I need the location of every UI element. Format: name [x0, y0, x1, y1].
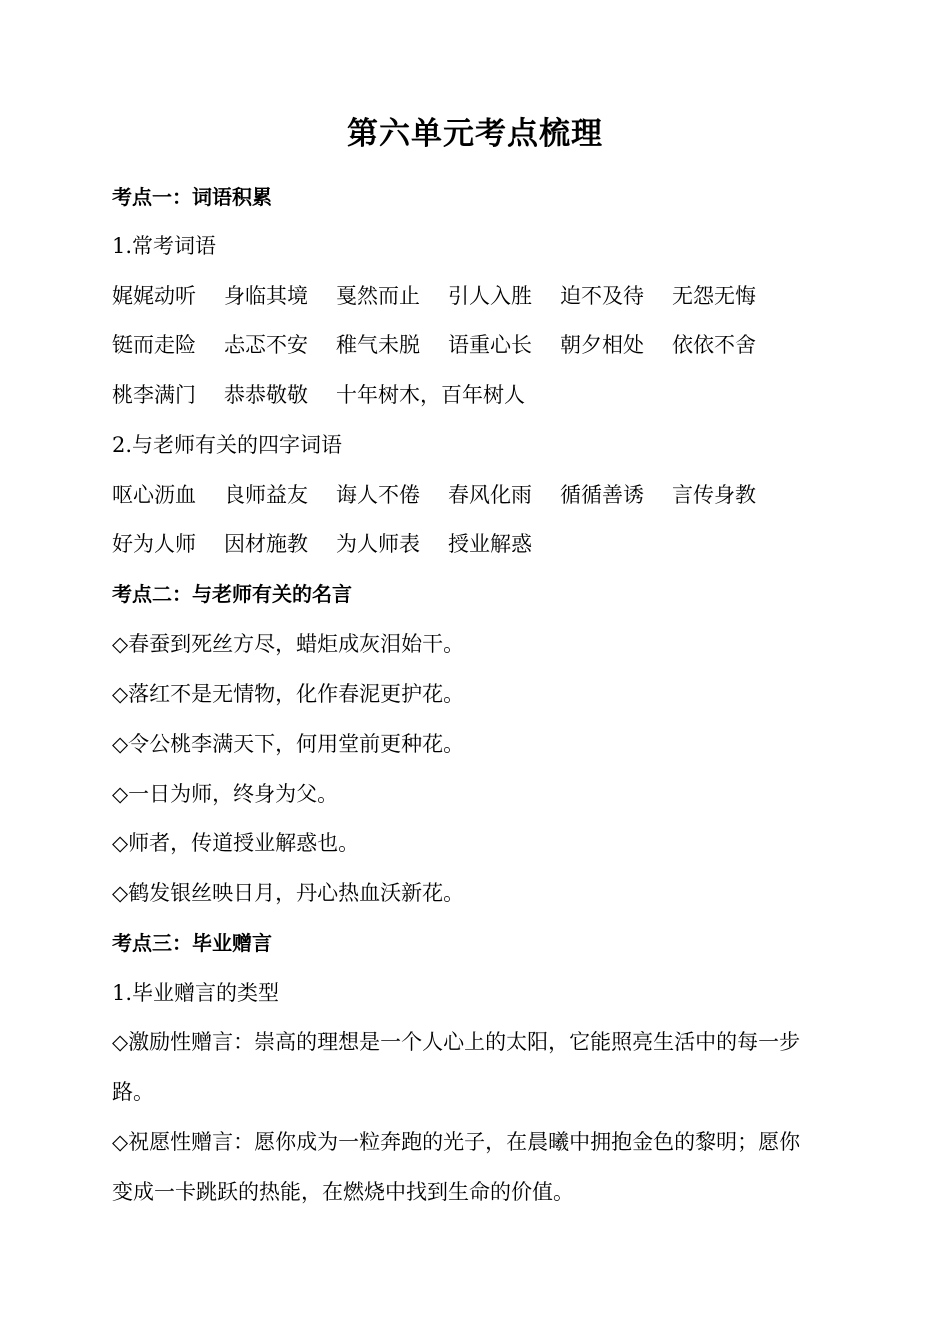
quote-line: ◇令公桃李满天下，何用堂前更种花。	[112, 732, 465, 756]
quote-line: ◇鹤发银丝映日月，丹心热血沃新花。	[112, 881, 465, 905]
paragraph-line: 路。	[112, 1080, 154, 1104]
word: 因材施教	[224, 532, 308, 556]
section-heading-1: 考点一：词语积累	[112, 185, 272, 209]
word: 无怨无悔	[672, 284, 756, 308]
teacher-word-row-1	[112, 480, 852, 510]
word: 循循善诱	[560, 483, 644, 507]
paragraph-line: ◇激励性赠言：崇高的理想是一个人心上的太阳，它能照亮生活中的每一步	[112, 1030, 801, 1054]
word: 桃李满门	[112, 383, 196, 407]
word: 好为人师	[112, 532, 196, 556]
quote-line: ◇落红不是无情物，化作春泥更护花。	[112, 682, 465, 706]
page-title: 第六单元考点梳理	[347, 116, 603, 152]
word: 呕心沥血	[112, 483, 196, 507]
word: 授业解惑	[448, 532, 532, 556]
quote-line: ◇一日为师，终身为父。	[112, 782, 339, 806]
section-heading-3: 考点三：毕业赠言	[112, 931, 272, 955]
word-row-1	[112, 281, 852, 311]
word: 娓娓动听	[112, 284, 196, 308]
word: 语重心长	[448, 333, 532, 357]
paragraph-line: ◇祝愿性赠言：愿你成为一粒奔跑的光子，在晨曦中拥抱金色的黎明；愿你	[112, 1130, 801, 1154]
subheading-teacher-words: 2.与老师有关的四字词语	[112, 433, 343, 457]
word: 引人入胜	[448, 284, 532, 308]
word: 铤而走险	[112, 333, 196, 357]
subheading-graduation-types: 1.毕业赠言的类型	[112, 981, 280, 1005]
word-row-2	[112, 330, 852, 360]
word: 朝夕相处	[560, 333, 644, 357]
word: 诲人不倦	[336, 483, 420, 507]
word: 戛然而止	[336, 284, 420, 308]
word: 稚气未脱	[336, 333, 420, 357]
word: 身临其境	[224, 284, 308, 308]
word: 言传身教	[672, 483, 756, 507]
word: 迫不及待	[560, 284, 644, 308]
word: 忐忑不安	[224, 333, 308, 357]
word-row-3	[112, 380, 852, 410]
quote-line: ◇春蚕到死丝方尽，蜡炬成灰泪始干。	[112, 632, 465, 656]
word: 春风化雨	[448, 483, 532, 507]
word: 良师益友	[224, 483, 308, 507]
word: 恭恭敬敬	[224, 383, 308, 407]
section-heading-2: 考点二：与老师有关的名言	[112, 582, 352, 606]
word: 十年树木，百年树人	[336, 383, 525, 407]
quote-line: ◇师者，传道授业解惑也。	[112, 831, 360, 855]
word: 为人师表	[336, 532, 420, 556]
teacher-word-row-2	[112, 529, 852, 559]
word: 依依不舍	[672, 333, 756, 357]
paragraph-line: 变成一卡跳跃的热能，在燃烧中找到生命的价值。	[112, 1180, 574, 1204]
subheading-common-words: 1.常考词语	[112, 234, 217, 258]
